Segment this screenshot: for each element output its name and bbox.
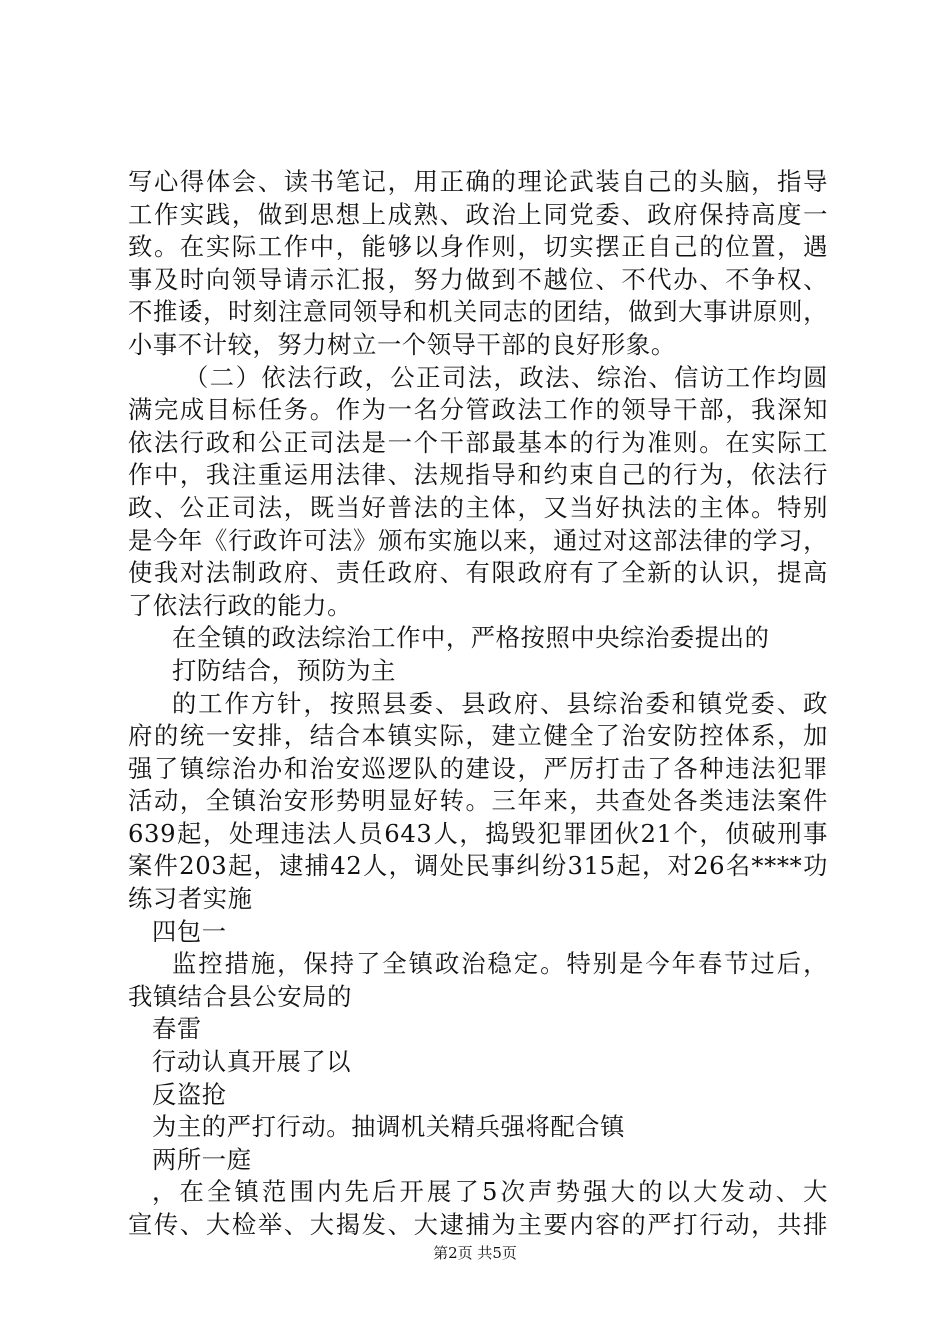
text-line: 宣传、大检举、大揭发、大逮捕为主要内容的严打行动，共排 <box>128 1210 828 1239</box>
text-line: ，在全镇范围内先后开展了5次声势强大的以大发动、大 <box>152 1177 828 1207</box>
text-line: 活动，全镇治安形势明显好转。三年来，共查处各类违法案件 <box>128 786 828 816</box>
text-line: 满完成目标任务。作为一名分管政法工作的领导干部，我深知 <box>128 395 828 425</box>
text-line: 使我对法制政府、责任政府、有限政府有了全新的认识，提高 <box>128 558 828 588</box>
text-line: 我镇结合县公安局的 <box>128 981 353 1011</box>
text-line: 在全镇的政法综治工作中，严格按照中央综治委提出的 <box>172 623 770 653</box>
text-line: 强了镇综治办和治安巡逻队的建设，严厉打击了各种违法犯罪 <box>128 753 828 783</box>
text-line: 府的统一安排，结合本镇实际，建立健全了治安防控体系，加 <box>128 721 828 751</box>
text-line: 反盗抢 <box>152 1079 227 1109</box>
text-line: 打防结合，预防为主 <box>172 655 397 685</box>
text-line: （二）依法行政，公正司法，政法、综治、信访工作均圆 <box>184 362 828 392</box>
text-line: 工作实践，做到思想上成熟、政治上同党委、政府保持高度一 <box>128 199 828 229</box>
text-line: 监控措施，保持了全镇政治稳定。特别是今年春节过后， <box>172 949 828 979</box>
text-line: 事及时向领导请示汇报，努力做到不越位、不代办、不争权、 <box>128 264 828 294</box>
text-line: 写心得体会、读书笔记，用正确的理论武装自己的头脑，指导 <box>128 167 828 196</box>
text-line: 春雷 <box>152 1014 202 1044</box>
text-line: 639起，处理违法人员643人，捣毁犯罪团伙21个，侦破刑事 <box>128 818 828 848</box>
text-line: 作中，我注重运用法律、法规指导和约束自己的行为，依法行 <box>128 460 828 490</box>
text-line: 练习者实施 <box>128 884 253 914</box>
text-line: 两所一庭 <box>152 1144 252 1174</box>
text-line: 行动认真开展了以 <box>152 1047 352 1077</box>
text-line: 致。在实际工作中，能够以身作则，切实摆正自己的位置，遇 <box>128 232 828 262</box>
text-line: 为主的严打行动。抽调机关精兵强将配合镇 <box>152 1112 626 1142</box>
text-line: 小事不计较，努力树立一个领导干部的良好形象。 <box>128 329 676 359</box>
text-line: 依法行政和公正司法是一个干部最基本的行为准则。在实际工 <box>128 427 828 457</box>
page-footer: 第2页 共5页 <box>433 1244 517 1262</box>
text-line: 四包一 <box>152 916 227 946</box>
text-line: 政、公正司法，既当好普法的主体，又当好执法的主体。特别 <box>128 492 828 522</box>
document-body <box>128 166 828 1242</box>
text-line: 了依法行政的能力。 <box>128 590 353 620</box>
text-line: 不推诿，时刻注意同领导和机关同志的团结，做到大事讲原则， <box>128 297 828 327</box>
text-line: 是今年《行政许可法》颁布实施以来，通过对这部法律的学习， <box>128 525 828 555</box>
text-line: 的工作方针，按照县委、县政府、县综治委和镇党委、政 <box>172 688 828 718</box>
text-line: 案件203起，逮捕42人，调处民事纠纷315起，对26名****功 <box>128 851 828 881</box>
